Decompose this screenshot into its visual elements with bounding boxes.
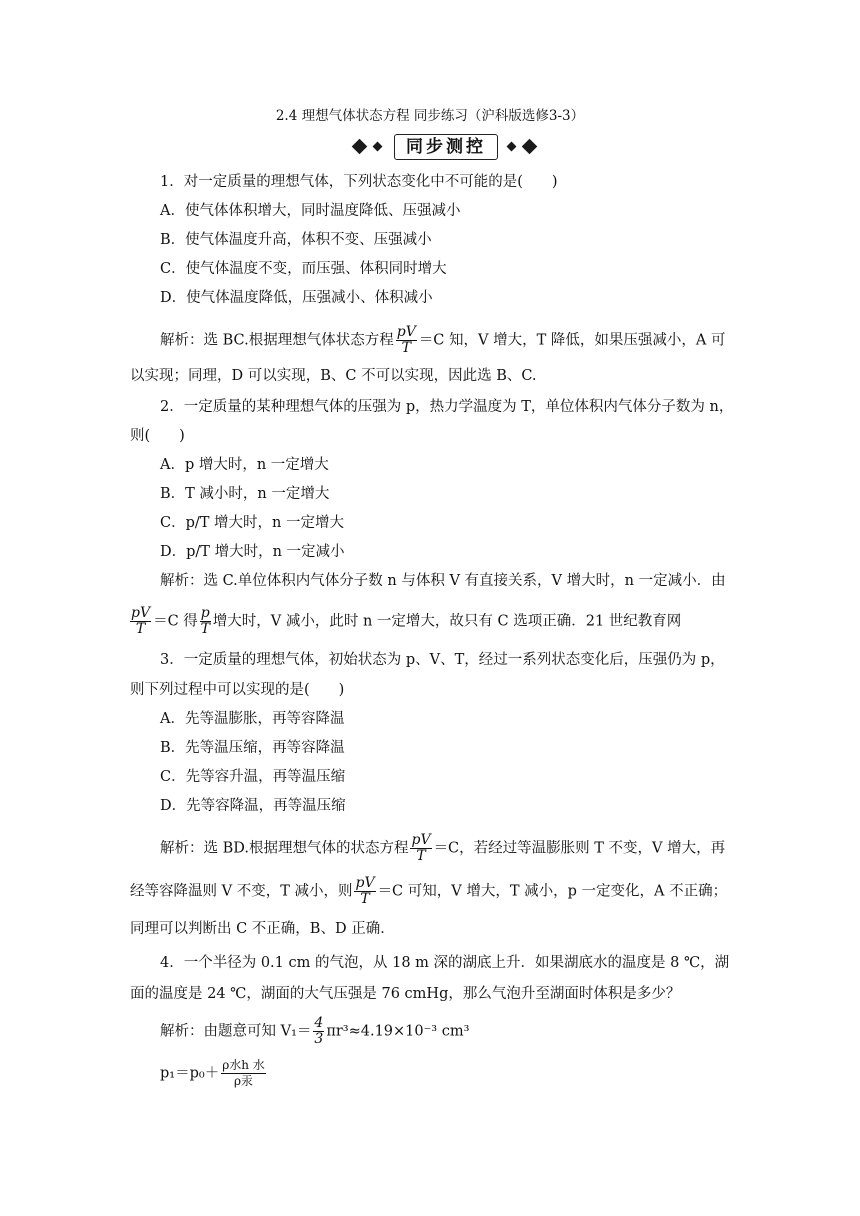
q3-answer-text-4: ＝C 可知，V 增大，T 减小，p 一定变化，A 不正确； — [377, 883, 728, 900]
q2-option-a: A．p 增大时，n 一定增大 — [160, 457, 329, 473]
q3-answer-text-2: ＝C，若经过等温膨胀则 T 不变，V 增大，再 — [433, 840, 726, 857]
q1-option-a: A．使气体体积增大，同时温度降低、压强减小 — [160, 203, 461, 219]
q2-answer-line1: 解析：选 C.单位体积内气体分子数 n 与体积 V 有直接关系，V 增大时，n 一定减小．由 — [160, 573, 726, 589]
q2-stem-line1: 2．一定质量的某种理想气体的压强为 p，热力学温度为 T，单位体积内气体分子数为 n， — [160, 399, 734, 415]
q4-answer-line2 — [160, 1058, 268, 1089]
diamond-icon — [373, 142, 383, 152]
q3-option-c: C．先等容升温，再等温压缩 — [160, 769, 346, 785]
q1-answer-text-2: ＝C 知，V 增大，T 降低，如果压强减小，A 可 — [418, 332, 726, 349]
q1-option-c: C．使气体温度不变，而压强、体积同时增大 — [160, 261, 447, 277]
q3-option-d: D．先等容降温，再等温压缩 — [160, 798, 346, 814]
q1-option-b: B．使气体温度升高，体积不变、压强减小 — [160, 232, 432, 248]
formula-fraction: $\frac{pV}{T}$ — [131, 605, 151, 637]
q1-answer-line2: 以实现；同理，D 可以实现，B、C 不可以实现，因此选 B、C. — [130, 368, 537, 384]
diamond-icon — [507, 142, 517, 152]
q2-answer-text-2: 增大时，V 减小，此时 n 一定增大，故只有 C 选项正确．21 世纪教育网 — [212, 613, 682, 630]
q2-stem-line2: 则( ) — [130, 428, 185, 444]
q3-answer-text: 解析：选 BD.根据理想气体的状态方程 — [160, 840, 409, 857]
q3-answer-text-3: 经等容降温则 V 不变，T 减小，则 — [130, 883, 353, 900]
page-title: 2.4 理想气体状态方程 同步练习（沪科版选修3-3） — [275, 108, 585, 124]
formula-fraction: $\frac{\text{ρ水h 水}}{\text{ρ汞}}$ — [222, 1058, 265, 1088]
section-banner — [352, 134, 538, 160]
diamond-icon — [352, 139, 368, 155]
q3-answer-line2 — [130, 876, 727, 907]
diamond-icon — [522, 139, 538, 155]
q4-answer-text-3: p₁＝p₀＋ — [160, 1065, 220, 1082]
q2-option-c: C．p/T 增大时，n 一定增大 — [160, 515, 344, 531]
q4-stem-line1: 4．一个半径为 0.1 cm 的气泡，从 18 m 深的湖底上升．如果湖底水的温度是 8 ℃，湖 — [160, 955, 730, 971]
q3-stem-line2: 则下列过程中可以实现的是( ) — [130, 682, 345, 698]
q1-option-d: D．使气体温度降低，压强减小、体积减小 — [160, 290, 433, 306]
q3-answer-line1 — [160, 833, 725, 864]
q2-option-b: B．T 减小时，n 一定增大 — [160, 486, 330, 502]
q1-answer-line1 — [160, 325, 725, 356]
formula-fraction: $\frac{pV}{T}$ — [411, 832, 431, 864]
formula-fraction: $\frac{p}{T}$ — [200, 605, 210, 637]
q2-answer-text: ＝C 得 — [153, 613, 198, 630]
q4-answer-text: 解析：由题意可知 V₁＝ — [160, 1023, 312, 1040]
q4-answer-line1 — [160, 1016, 469, 1047]
q1-answer-text: 解析：选 BC.根据理想气体状态方程 — [160, 332, 394, 349]
formula-fraction: $\frac{4}{3}$ — [314, 1015, 324, 1047]
q3-answer-line3: 同理可以判断出 C 不正确，B、D 正确． — [130, 921, 395, 937]
formula-fraction: $\frac{pV}{T}$ — [396, 324, 416, 356]
q4-answer-text-2: πr³≈4.19×10⁻³ cm³ — [326, 1023, 470, 1040]
q3-option-a: A．先等温膨胀，再等容降温 — [160, 711, 345, 727]
q1-stem: 1．对一定质量的理想气体，下列状态变化中不可能的是( ) — [160, 174, 558, 190]
banner-label: 同步测控 — [394, 134, 498, 160]
q2-option-d: D．p/T 增大时，n 一定减小 — [160, 544, 345, 560]
formula-fraction: $\frac{pV}{T}$ — [355, 875, 375, 907]
q3-option-b: B．先等温压缩，再等容降温 — [160, 740, 345, 756]
q3-stem-line1: 3．一定质量的理想气体，初始状态为 p、V、T，经过一系列状态变化后，压强仍为 p， — [160, 652, 725, 668]
q4-stem-line2: 面的温度是 24 ℃，湖面的大气压强是 76 cmHg，那么气泡升至湖面时体积是多少？ — [130, 986, 681, 1002]
q2-answer-line2 — [128, 606, 681, 637]
